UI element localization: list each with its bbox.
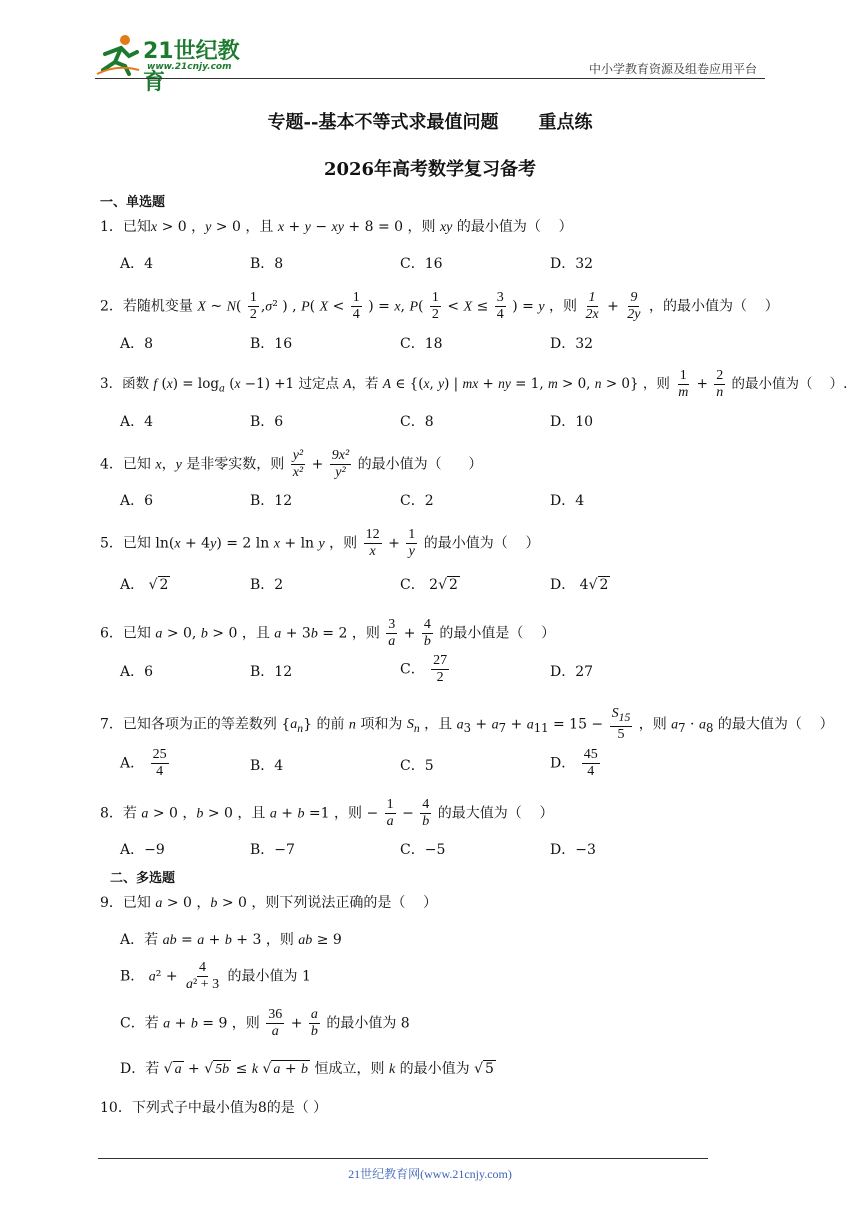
section-heading-single: 一、单选题: [100, 195, 166, 210]
option-d[interactable]: D．10: [550, 414, 594, 430]
option-b[interactable]: B．16: [250, 336, 293, 352]
question-2: 2．若随机变量 X ~ N( $\frac{1}{2}$ ,σ² ) , P( X < $\frac{1}{4}$ ) = x, P( $\frac{1}{2}$ < X ≤ $\frac{3}{4}$ ) = y ，则 $\frac{1}{2x}$ + $\frac{9}{2y}$ ，的最小值为（ ）: [100, 290, 779, 322]
page-subtitle: 2026年高考数学复习备考: [323, 159, 537, 180]
option-a[interactable]: A．若 ab = a + b + 3 ，则 ab ≥ 9: [120, 932, 342, 948]
option-a[interactable]: A．−9: [120, 842, 165, 858]
options-q3: [120, 411, 720, 435]
options-q6: [120, 653, 720, 685]
option-b[interactable]: B．12: [250, 664, 293, 680]
footer-divider: [98, 1158, 708, 1159]
option-d[interactable]: D．32: [550, 336, 594, 352]
question-5: 5．已知 ln(x + 4y) = 2 ln x + ln y ，则 $\frac{12}{x}$ + $\frac{1}{y}$ 的最小值为（ ）: [100, 527, 540, 559]
option-c[interactable]: C．若 a + b = 9 ，则 $\frac{36}{a}$ + $\frac{a}{b}$ 的最小值为 8: [120, 1007, 410, 1039]
page-title: [0, 108, 860, 134]
option-c[interactable]: C．16: [400, 256, 443, 272]
option-c[interactable]: C． $\frac{27}{2}$: [400, 653, 448, 685]
options-q8: [120, 839, 720, 863]
options-q5: [120, 574, 720, 598]
option-b[interactable]: B．6: [250, 414, 284, 430]
footer-link[interactable]: 21世纪教育网(www.21cnjy.com): [348, 1167, 512, 1181]
option-d[interactable]: D． $\frac{45}{4}$: [550, 747, 598, 779]
options-q1: [120, 253, 720, 277]
option-a[interactable]: A． √ 2: [120, 577, 169, 593]
option-d[interactable]: D． 4√ 2: [550, 577, 609, 593]
option-d[interactable]: D．4: [550, 493, 585, 509]
option-c[interactable]: C．8: [400, 414, 434, 430]
option-b[interactable]: B．12: [250, 493, 293, 509]
page-header: [95, 30, 765, 95]
question-7: 7．已知各项为正的等差数列 $\{a_n\}$ 的前 n 项和为 $S_n$ ，且 $a_3 + a_7 + a_{11} = 15$ − $\frac{S_{15}}{5}$ ，则 $a_7 \cdot a_8$ 的最大值为（ ）: [100, 706, 834, 742]
options-q2: [120, 333, 720, 357]
option-a[interactable]: A．8: [120, 336, 154, 352]
site-logo[interactable]: [95, 34, 255, 95]
option-b[interactable]: B．2: [250, 577, 284, 593]
platform-name: 中小学教育资源及组卷应用平台: [588, 62, 757, 76]
option-c[interactable]: C． 2√ 2: [400, 577, 458, 593]
option-b[interactable]: B．4: [250, 758, 284, 774]
question-3: 3．函数 f $(x) = \log_a (x -1) +1$ 过定点 A，若 A ∈ {(x, y) | mx + ny = 1, m > 0, n > 0} ，则 $\frac{1}{m}$ + $\frac{2}{n}$ 的最小值为（ ）.: [100, 368, 848, 400]
section-heading-multi: 二、多选题: [110, 871, 176, 886]
question-8: 8．若 a > 0 ，b > 0 ，且 a + b =1 ，则 − $\frac{1}{a}$ − $\frac{4}{b}$ 的最大值为（ ）: [100, 797, 554, 829]
option-a[interactable]: A． $\frac{25}{4}$: [120, 747, 167, 779]
question-9: 9．已知 a > 0 ，b > 0 ，则下列说法正确的是（ ）: [100, 895, 438, 911]
option-d[interactable]: D．−3: [550, 842, 596, 858]
runner-logo-icon: [95, 34, 141, 76]
option-a[interactable]: A．6: [120, 493, 154, 509]
option-d[interactable]: D．若 √ a + √ 5b ≤ k √ a + b 恒成立，则 k 的最小值为 √ 5: [120, 1061, 494, 1077]
question-6: 6．已知 a > 0, b > 0 ，且 a + 3b = 2 ，则 $\frac{3}{a}$ + $\frac{4}{b}$ 的最小值是（ ）: [100, 617, 556, 649]
option-c[interactable]: C．−5: [400, 842, 446, 858]
option-a[interactable]: A．4: [120, 414, 154, 430]
option-b[interactable]: B． a² + $\frac{4}{\text{a² + 3}}$ 的最小值为 1: [120, 960, 311, 992]
question-4: 4．已知 x，y 是非零实数，则 $\frac{\text{y²}}{\text{x²}}$ + $\frac{\text{9x²}}{\text{y²}}$ 的最小值为（ ）: [100, 448, 483, 480]
option-a[interactable]: A．4: [120, 256, 154, 272]
options-q7: [120, 747, 720, 779]
option-d[interactable]: D．27: [550, 664, 594, 680]
option-a[interactable]: A．6: [120, 664, 154, 680]
options-q4: [120, 490, 720, 514]
option-c[interactable]: C．2: [400, 493, 434, 509]
logo-text: 21世纪教育: [143, 39, 240, 95]
title-main: 专题--基本不等式求最值问题: [267, 112, 499, 133]
option-d[interactable]: D．32: [550, 256, 594, 272]
question-1: 1．已知x > 0 ，y > 0 ，且 x + y − xy + 8 = 0 ，则 xy 的最小值为（ ）: [100, 219, 573, 235]
question-10: 10．下列式子中最小值为8的是（ ）: [100, 1100, 328, 1116]
header-divider: [95, 78, 765, 79]
title-tag: 重点练: [538, 112, 593, 133]
option-b[interactable]: B．−7: [250, 842, 295, 858]
option-b[interactable]: B．8: [250, 256, 284, 272]
logo-url: www.21cnjy.com: [147, 62, 232, 72]
option-c[interactable]: C．5: [400, 758, 434, 774]
option-c[interactable]: C．18: [400, 336, 443, 352]
